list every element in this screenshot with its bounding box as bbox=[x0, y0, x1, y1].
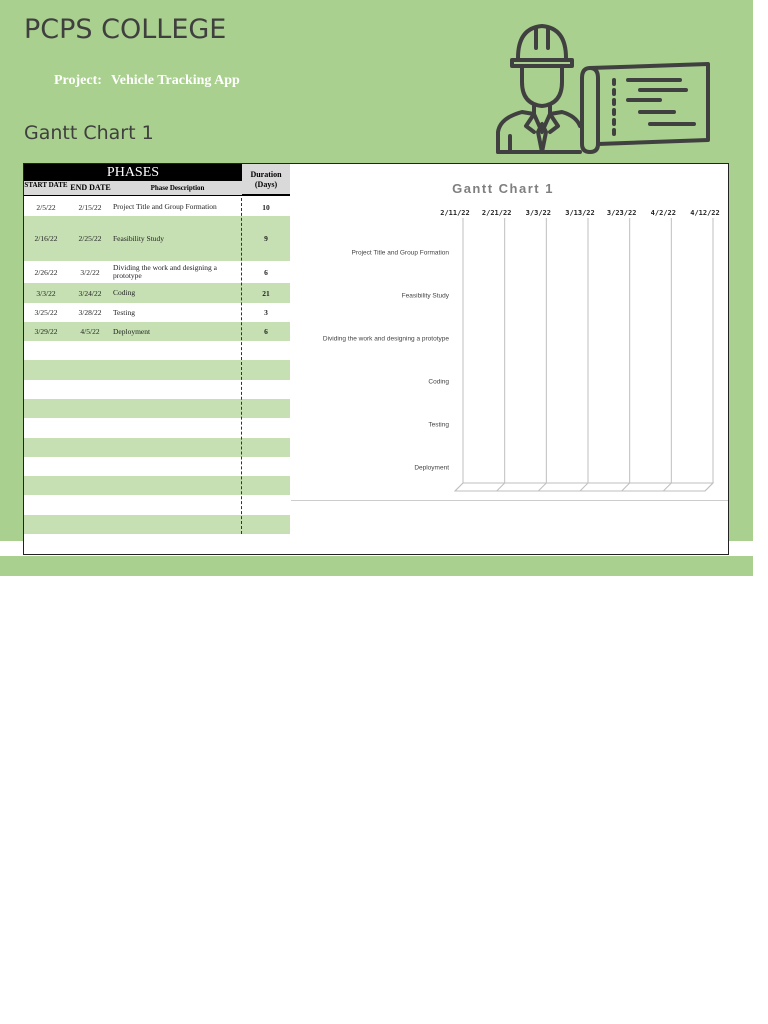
chart-x-ticks bbox=[440, 209, 720, 217]
table-row-empty bbox=[24, 515, 290, 534]
category-label: Project Title and Group Formation bbox=[351, 249, 449, 257]
phase-description-cell: Project Title and Group Formation bbox=[113, 202, 217, 211]
start-date-cell: 2/16/22 bbox=[34, 234, 58, 243]
chart-category-labels bbox=[323, 250, 450, 472]
table-row-empty bbox=[24, 418, 290, 437]
x-tick-label: 2/21/22 bbox=[481, 209, 512, 217]
table-row bbox=[24, 261, 290, 283]
project-name: Vehicle Tracking App bbox=[110, 73, 240, 88]
x-tick-label: 4/2/22 bbox=[650, 209, 676, 217]
phase-description-header: Phase Description bbox=[113, 181, 242, 196]
duration-cell: 10 bbox=[262, 202, 270, 212]
table-row bbox=[24, 198, 290, 216]
end-date-cell: 2/15/22 bbox=[78, 202, 102, 212]
end-date-header: END DATE bbox=[68, 181, 113, 196]
x-tick-label: 3/13/22 bbox=[565, 209, 595, 217]
table-row-empty bbox=[24, 380, 290, 399]
start-date-cell: 2/26/22 bbox=[34, 267, 58, 277]
x-tick-label: 4/12/22 bbox=[690, 209, 720, 217]
end-date-cell: 4/5/22 bbox=[80, 327, 100, 336]
category-label: Coding bbox=[428, 378, 449, 386]
engineer-with-blueprint-icon bbox=[490, 20, 715, 160]
sheet-title: Gantt Chart 1 bbox=[24, 122, 154, 144]
chart-title: Gantt Chart 1 bbox=[452, 181, 554, 196]
phases-header: PHASES bbox=[24, 164, 242, 181]
end-date-cell: 3/2/22 bbox=[80, 267, 100, 277]
table-row bbox=[24, 303, 290, 322]
table-row-empty bbox=[24, 360, 290, 379]
phase-description-cell: Deployment bbox=[113, 326, 151, 336]
duration-header: Duration (Days) bbox=[242, 164, 290, 196]
duration-cell: 6 bbox=[264, 267, 268, 277]
phase-description-cell: Dividing the work and designing a prototype bbox=[113, 263, 217, 280]
gantt-chart bbox=[291, 165, 728, 500]
start-date-cell: 3/25/22 bbox=[34, 308, 58, 317]
end-date-cell: 3/24/22 bbox=[78, 288, 102, 298]
start-date-header: START DATE bbox=[24, 181, 68, 196]
table-row bbox=[24, 283, 290, 303]
phase-description-cell: Coding bbox=[113, 288, 136, 297]
phase-description-cell: Testing bbox=[113, 307, 135, 317]
table-row-empty bbox=[24, 341, 290, 360]
gridline-depth bbox=[622, 483, 630, 491]
x-tick-label: 3/23/22 bbox=[606, 209, 637, 217]
category-label: Deployment bbox=[414, 464, 449, 472]
gridline-depth bbox=[580, 483, 588, 491]
table-row bbox=[24, 322, 290, 341]
phase-description-cell: Feasibility Study bbox=[113, 233, 165, 243]
category-label: Testing bbox=[428, 421, 449, 429]
table-row-empty bbox=[24, 476, 290, 495]
table-row-empty bbox=[24, 457, 290, 476]
duration-cell: 9 bbox=[264, 234, 268, 243]
college-name: PCPS COLLEGE bbox=[24, 14, 227, 45]
project-line bbox=[54, 73, 240, 89]
table-row bbox=[24, 216, 290, 261]
x-tick-label: 2/11/22 bbox=[440, 209, 470, 217]
gridline-depth bbox=[538, 483, 546, 491]
chart-bottom-border bbox=[291, 500, 728, 501]
category-label: Feasibility Study bbox=[401, 292, 449, 300]
phases-table bbox=[24, 164, 290, 534]
end-date-cell: 3/28/22 bbox=[78, 308, 102, 317]
table-row-empty bbox=[24, 438, 290, 457]
duration-cell: 6 bbox=[264, 327, 268, 336]
gridline-depth bbox=[663, 483, 671, 491]
column-divider bbox=[241, 198, 242, 534]
x-tick-label: 3/3/22 bbox=[525, 209, 551, 217]
table-row-empty bbox=[24, 399, 290, 418]
gridline-depth bbox=[497, 483, 505, 491]
duration-cell: 21 bbox=[262, 288, 270, 298]
category-label: Dividing the work and designing a prototype bbox=[322, 335, 449, 343]
end-date-cell: 2/25/22 bbox=[78, 234, 102, 243]
project-label: Project: bbox=[54, 73, 102, 88]
chart-gridlines bbox=[455, 218, 713, 491]
start-date-cell: 3/29/22 bbox=[34, 327, 58, 336]
table-row-empty bbox=[24, 495, 290, 514]
start-date-cell: 2/5/22 bbox=[36, 202, 56, 212]
duration-cell: 3 bbox=[264, 308, 268, 317]
start-date-cell: 3/3/22 bbox=[36, 288, 56, 298]
